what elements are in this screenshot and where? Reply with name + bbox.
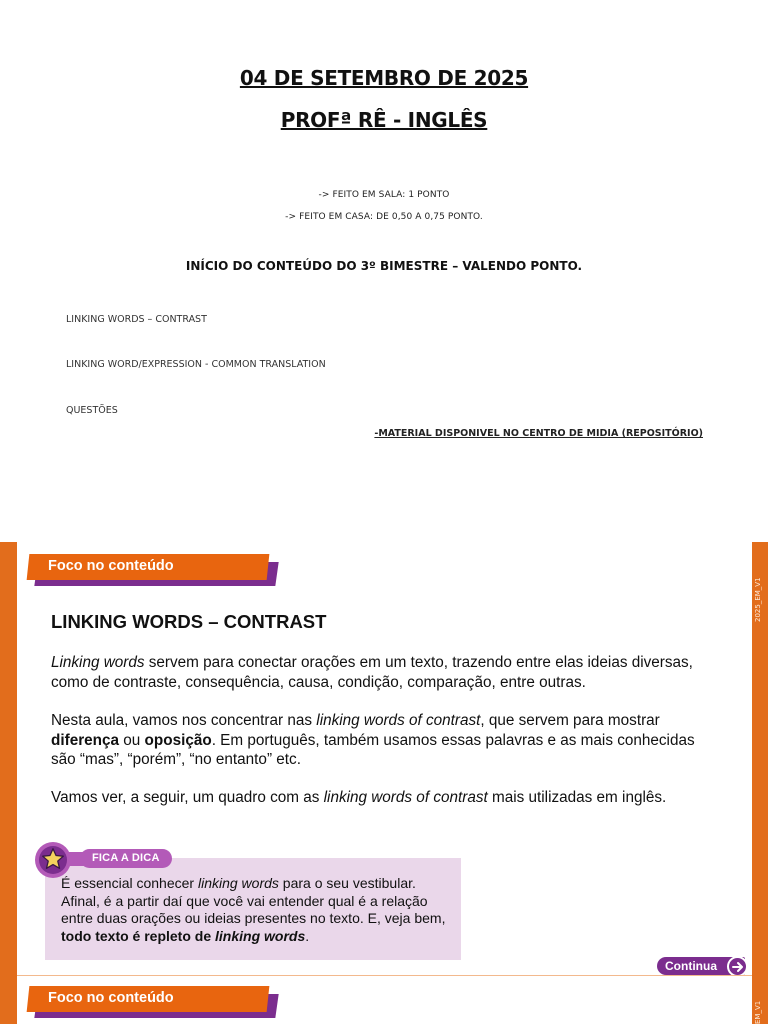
grading-class: -> FEITO EM SALA: 1 PONTO	[318, 190, 450, 200]
material-note: -MATERIAL DISPONIVEL NO CENTRO DE MIDIA (REPOSITÓRIO)	[374, 428, 703, 439]
left-edge-bar	[0, 542, 17, 1024]
tip-label: FICA A DICA	[92, 852, 160, 864]
paragraph-next: Vamos ver, a seguir, um quadro com as linking words of contrast mais utilizadas em inglês.	[51, 789, 667, 806]
slide-divider	[17, 975, 752, 976]
agenda-item: LINKING WORD/EXPRESSION - COMMON TRANSLATION	[66, 359, 326, 370]
agenda-item: QUESTÕES	[66, 405, 118, 416]
start-note: INÍCIO DO CONTEÚDO DO 3º BIMESTRE – VALENDO PONTO.	[185, 259, 583, 273]
section-ribbon	[28, 554, 278, 584]
continue-label: Continua	[665, 959, 717, 973]
slide-code-bottom: EM_V1	[754, 1000, 762, 1024]
section-label: Foco no conteúdo	[48, 558, 174, 574]
slide-code: 2025_EM_V1	[754, 577, 762, 623]
paragraph-intro: Linking words servem para conectar orações em um texto, trazendo entre elas ideias diversas, como de contraste, consequência, causa, condição, comparação, entre outras.	[51, 654, 693, 691]
grading-home: -> FEITO EM CASA: DE 0,50 A 0,75 PONTO.	[285, 212, 483, 222]
date-title: 04 DE SETEMBRO DE 2025	[239, 66, 529, 90]
teacher-title: PROFª RÊ - INGLÊS	[280, 108, 488, 132]
tip-text: É essencial conhecer linking words para o seu vestibular. Afinal, é a partir daí que você vai entender qual é a relação entre duas orações ou ideias presentes no texto. E, veja bem, todo texto é repleto de linking words.	[61, 875, 446, 944]
paragraph-focus: Nesta aula, vamos nos concentrar nas linking words of contrast, que servem para mostrar diferença ou oposição. Em português, também usamos essas palavras e as mais conhecidas são “mas”, “porém”, “no entanto” etc.	[51, 712, 695, 768]
tip-label-pill	[80, 849, 172, 868]
continue-button[interactable]	[657, 956, 750, 976]
slide-heading: LINKING WORDS – CONTRAST	[51, 611, 327, 632]
section-label-next: Foco no conteúdo	[48, 990, 174, 1006]
star-icon	[35, 842, 71, 878]
section-ribbon-next	[28, 986, 278, 1016]
arrow-right-icon	[727, 956, 748, 977]
content-slide	[0, 542, 768, 1024]
right-edge-bar	[752, 542, 768, 1024]
agenda-item: LINKING WORDS – CONTRAST	[66, 314, 207, 325]
